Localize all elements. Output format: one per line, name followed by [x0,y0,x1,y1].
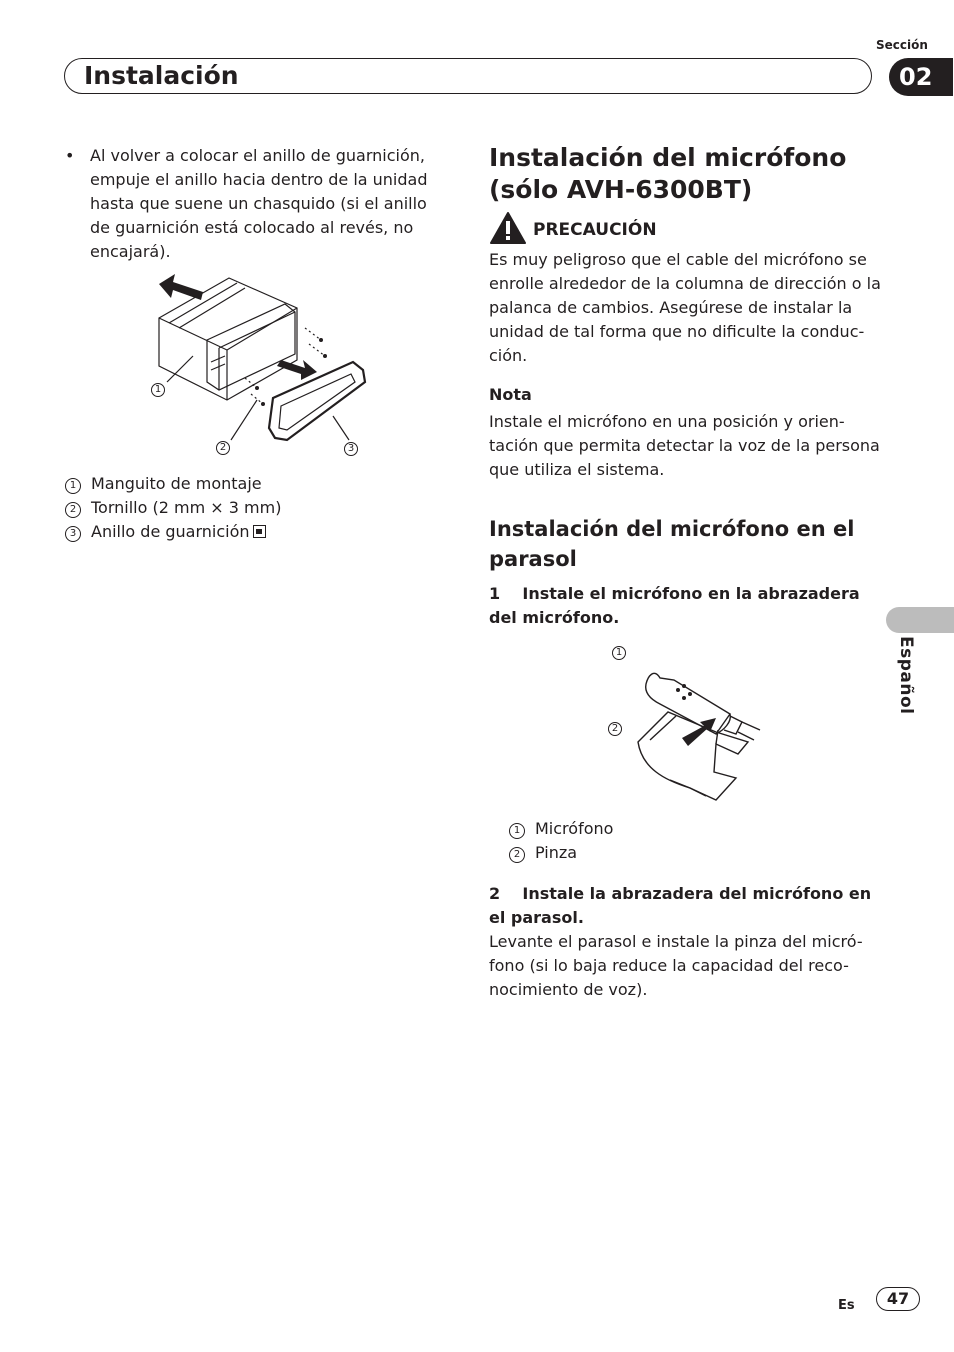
caution-line: ción. [489,346,528,365]
caution-line: Es muy peligroso que el cable del micrófono se [489,250,867,269]
legend-item [509,817,613,841]
legend-text: Tornillo (2 mm × 3 mm) [91,498,282,517]
subheading-line1: Instalación del micrófono en el [489,517,855,541]
note-line: tación que permita detectar la voz de la persona [489,436,880,455]
end-of-section-icon [253,525,266,538]
page-number: 47 [876,1287,920,1311]
legend-item [65,496,281,520]
legend-text: Micrófono [535,819,614,838]
footer-language-code: Es [838,1298,855,1313]
caution-title: PRECAUCIÓN [533,220,657,240]
legend-item [509,841,577,865]
legend-text: Anillo de guarnición [91,522,250,541]
subheading-line2: parasol [489,547,577,571]
figure1-callout-3: 3 [344,442,358,456]
legend-text: Manguito de montaje [91,474,262,493]
language-tab-marker [886,607,954,633]
figure2-callout-2: 2 [608,722,622,736]
step-2-body-line: nocimiento de voz). [489,980,648,999]
figure1-callout-1: 1 [151,383,165,397]
section-heading-line2: (sólo AVH-6300BT) [489,175,753,204]
section-heading-line1: Instalación del micrófono [489,143,847,172]
step-1-line2: del micrófono. [489,608,620,627]
microphone-clip-figure [620,650,770,810]
warning-triangle-icon [489,211,527,245]
bullet-paragraph: Al volver a colocar el anillo de guarnición, empuje el anillo hacia dentro de la unidad hasta que suene un chasquido (si el anillo de guarnición está colocado al revés, no encajará). [90,146,428,261]
language-tab-label: Español [896,636,916,715]
section-label: Sección [876,38,928,52]
legend-item [65,472,262,496]
step-1-line1: 1 Instale el micrófono en la abrazadera [489,584,860,603]
step-2-line2: el parasol. [489,908,584,927]
caution-line: unidad de tal forma que no dificulte la conduc- [489,322,865,341]
legend-number: 1 [65,478,81,494]
note-line: que utiliza el sistema. [489,460,665,479]
step-2-body-line: Levante el parasol e instale la pinza del micró- [489,932,863,951]
legend-item [65,520,266,544]
legend-number: 3 [65,526,81,542]
section-number-badge: 02 [889,58,953,96]
note-line: Instale el micrófono en una posición y orien- [489,412,845,431]
page-title: Instalación [84,61,239,90]
note-title: Nota [489,385,532,404]
caution-line: palanca de cambios. Asegúrese de instalar la [489,298,853,317]
legend-text: Pinza [535,843,578,862]
legend-number: 2 [65,502,81,518]
bullet-icon: • [65,146,75,165]
trim-ring-installation-figure [145,270,375,460]
figure2-callout-1: 1 [612,646,626,660]
caution-line: enrolle alrededor de la columna de dirección o la [489,274,881,293]
legend-number: 1 [509,823,525,839]
step-2-body-line: fono (si lo baja reduce la capacidad del reco- [489,956,849,975]
step-2-line1: 2 Instale la abrazadera del micrófono en [489,884,872,903]
legend-number: 2 [509,847,525,863]
figure1-callout-2: 2 [216,441,230,455]
